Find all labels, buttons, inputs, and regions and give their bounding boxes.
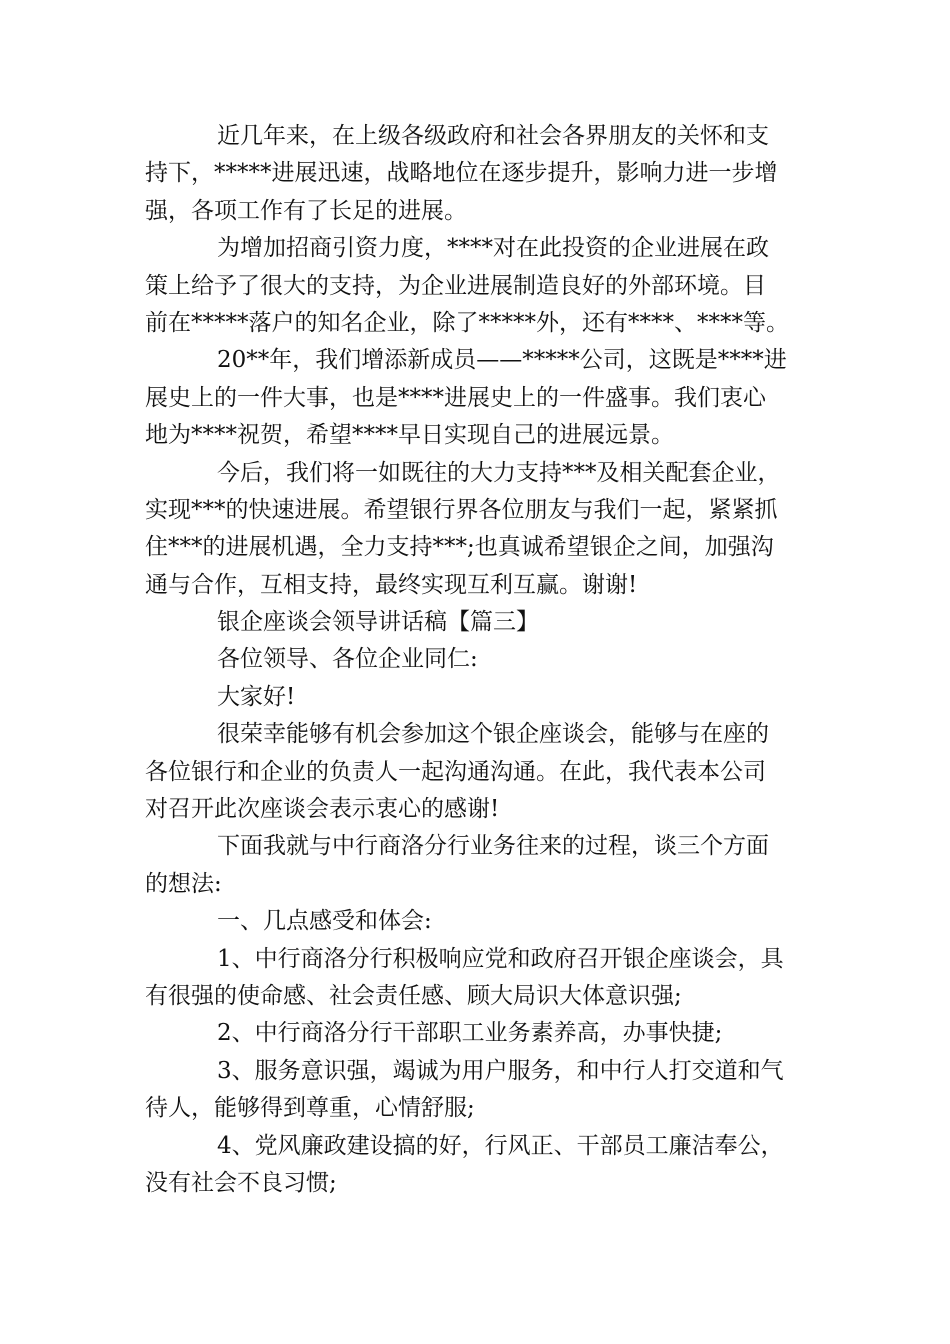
- text-line: 住***的进展机遇，全力支持***;也真诚希望银企之间，加强沟: [145, 534, 774, 561]
- text-line: 近几年来，在上级各级政府和社会各界朋友的关怀和支: [217, 123, 769, 149]
- text-line: 很荣幸能够有机会参加这个银企座谈会，能够与在座的: [217, 721, 769, 748]
- text-line: 各位领导、各位企业同仁:: [217, 646, 478, 673]
- text-line: 对召开此次座谈会表示衷心的感谢!: [145, 796, 500, 823]
- text-line: 一、几点感受和体会:: [217, 908, 432, 935]
- text-line: 的想法:: [145, 870, 222, 897]
- text-line: 展史上的一件大事，也是****进展史上的一件盛事。我们衷心: [145, 384, 766, 411]
- text-line: 2、中行商洛分行干部职工业务素养高，办事快捷;: [217, 1020, 723, 1047]
- text-line: 为增加招商引资力度，****对在此投资的企业进展在政: [217, 235, 769, 262]
- text-line: 通与合作，互相支持，最终实现互利互赢。谢谢!: [145, 571, 638, 598]
- text-line: 地为****祝贺，希望****早日实现自己的进展远景。: [145, 422, 674, 449]
- text-line: 下面我就与中行商洛分行业务往来的过程，谈三个方面: [217, 833, 769, 860]
- text-line: 各位银行和企业的负责人一起沟通沟通。在此，我代表本公司: [145, 758, 766, 785]
- text-line: 持下，*****进展迅速，战略地位在逐步提升，影响力进一步增: [145, 160, 778, 187]
- text-line: 20**年，我们增添新成员——*****公司，这既是****进: [217, 347, 787, 374]
- text-line: 强，各项工作有了长足的进展。: [145, 197, 467, 224]
- text-line: 待人，能够得到尊重，心情舒服;: [145, 1095, 475, 1122]
- text-line: 1、中行商洛分行积极响应党和政府召开银企座谈会，具: [217, 945, 784, 972]
- text-line: 今后，我们将一如既往的大力支持***及相关配套企业，: [217, 459, 781, 486]
- text-line: 银企座谈会领导讲话稿【篇三】: [217, 609, 539, 636]
- text-line: 有很强的使命感、社会责任感、顾大局识大体意识强;: [145, 982, 682, 1009]
- text-line: 4、党风廉政建设搞的好，行风正、干部员工廉洁奉公，: [217, 1132, 784, 1159]
- text-line: 3、服务意识强，竭诚为用户服务，和中行人打交道和气: [217, 1057, 784, 1084]
- document-body: [145, 118, 805, 1202]
- text-line: 实现***的快速进展。希望银行界各位朋友与我们一起，紧紧抓: [145, 496, 778, 523]
- text-line: 策上给予了很大的支持，为企业进展制造良好的外部环境。目: [145, 272, 766, 299]
- text-line: 大家好!: [217, 683, 296, 710]
- text-line: 没有社会不良习惯;: [145, 1169, 337, 1196]
- text-line: 前在*****落户的知名企业，除了*****外，还有****、****等。: [145, 309, 789, 336]
